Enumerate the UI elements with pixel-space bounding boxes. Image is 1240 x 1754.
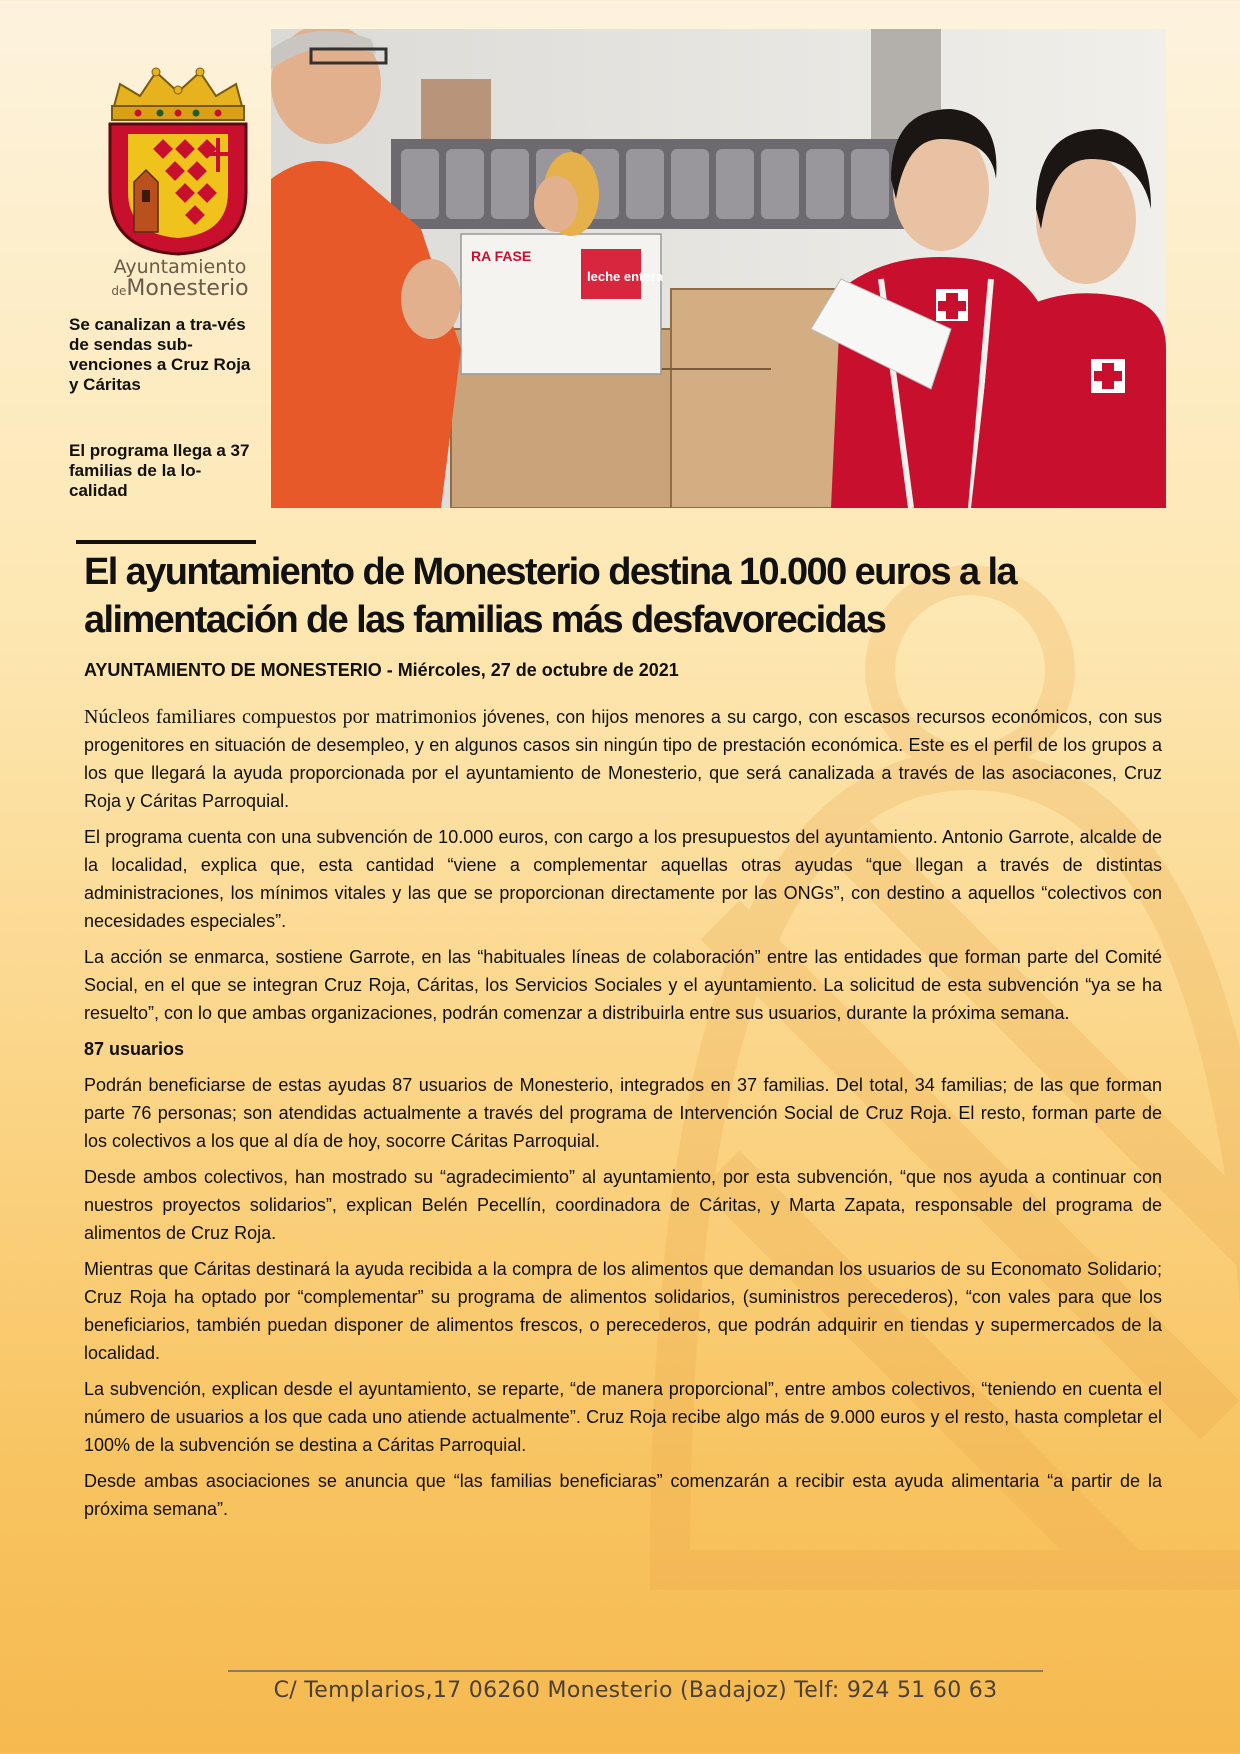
paragraph-6: Mientras que Cáritas destinará la ayuda recibida a la compra de los alimentos que demandan los usuarios de su Economato Solidario; Cruz Roja ha optado por “complementar” su programa de alimentos solidarios, (suministros perecederos), “con vales para que los beneficiarios, también puedan disponer de alimentos frescos, o perecederos, que podrán adquirir en tiendas y supermercados de la localidad. xyxy=(84,1259,1162,1363)
paragraph-8: Desde ambas asociaciones se anuncia que “las familias beneficiaras” comenzarán a recibir esta ayuda alimentaria “a partir de la próxima semana”. xyxy=(84,1471,1162,1519)
paragraph-3: La acción se enmarca, sostiene Garrote, en las “habituales líneas de colaboración” entre las entidades que forman parte del Comité Social, en el que se integran Cruz Roja, Cáritas, los Servicios Sociales y el ayuntamiento. La solicitud de esta subvención “ya se ha resuelto”, con lo que ambas organizaciones, podrán comenzar a distribuirla entre sus usuarios, durante la próxima semana. xyxy=(84,947,1162,1023)
paragraph-2: El programa cuenta con una subvención de 10.000 euros, con cargo a los presupuestos del ayuntamiento. Antonio Garrote, alcalde de la localidad, explica que, esta cantidad “viene a complementar aquellas otras ayudas “que llegan a través de distintas administraciones, los mínimos vitales y las que se proporcionan directamente por las ONGs”, con destino a aquellos “colectivos con necesidades especiales”. xyxy=(84,827,1162,931)
logo-text xyxy=(80,256,280,302)
crown-icon xyxy=(112,68,244,120)
sidebar-note-1: Se canalizan a tra-vés de sendas sub-venciones a Cruz Roja y Cáritas xyxy=(69,315,251,394)
paragraph-1-rest: jóvenes, con hijos menores a su cargo, con escasos recursos económicos, con sus progenitores en situación de desempleo, y en algunos casos sin ningún tipo de prestación económica. Este es el perfil de los grupos a los que llegará la ayuda proporcionada por el ayuntamiento de Monesterio, que será canalizada a través de las asociacones, Cruz Roja y Cáritas Parroquial. xyxy=(84,707,1162,811)
box-label-1: RA FASE xyxy=(471,248,532,264)
paragraph-7: La subvención, explican desde el ayuntamiento, se reparte, “de manera proporcional”, entre ambos colectivos, “teniendo en cuenta el número de usuarios a los que cada uno atiende actualmente”. Cruz Roja recibe algo más de 9.000 euros y el resto, hasta completar el 100% de la subvención se destina a Cáritas Parroquial. xyxy=(84,1379,1162,1455)
box-label-2: leche entera xyxy=(587,269,663,284)
subheading: 87 usuarios xyxy=(84,1039,185,1059)
paragraph-1-lead: Núcleos familiares compuestos por matrimonios xyxy=(84,706,477,728)
headline-rule xyxy=(76,540,256,544)
footer-address: C/ Templarios,17 06260 Monesterio (Badajoz) Telf: 924 51 60 63 xyxy=(273,1678,998,1703)
article-body xyxy=(84,703,1162,1531)
footer-rule xyxy=(228,1670,1043,1672)
logo-line1: Ayuntamiento xyxy=(113,256,247,278)
shield-icon xyxy=(110,124,246,254)
paragraph-1 xyxy=(84,703,1162,815)
logo-line2-small: de xyxy=(111,284,127,298)
logo-line2: Monesterio xyxy=(126,276,249,301)
article-byline: AYUNTAMIENTO DE MONESTERIO - Miércoles, 27 de octubre de 2021 xyxy=(84,660,679,680)
photo-illustration xyxy=(271,29,1166,508)
paragraph-5: Desde ambos colectivos, han mostrado su “agradecimiento” al ayuntamiento, por esta subvención, “que nos ayuda a continuar con nuestros proyectos solidarios”, explican Belén Pecellín, coordinadora de Cáritas, y Marta Zapata, responsable del programa de alimentos de Cruz Roja. xyxy=(84,1167,1162,1243)
article-headline: El ayuntamiento de Monesterio destina 10.000 euros a la alimentación de las familias más desfavorecidas xyxy=(84,551,1017,641)
sidebar-note-2: El programa llega a 37 familias de la lo-calidad xyxy=(69,441,250,500)
article-photo xyxy=(271,29,1166,508)
paragraph-4: Podrán beneficiarse de estas ayudas 87 usuarios de Monesterio, integrados en 37 familias. Del total, 34 familias; de las que forman parte 76 personas; son atendidas actualmente a través del programa de Intervención Social de Cruz Roja. El resto, forman parte de los colectivos a los que al día de hoy, socorre Cáritas Parroquial. xyxy=(84,1075,1162,1151)
